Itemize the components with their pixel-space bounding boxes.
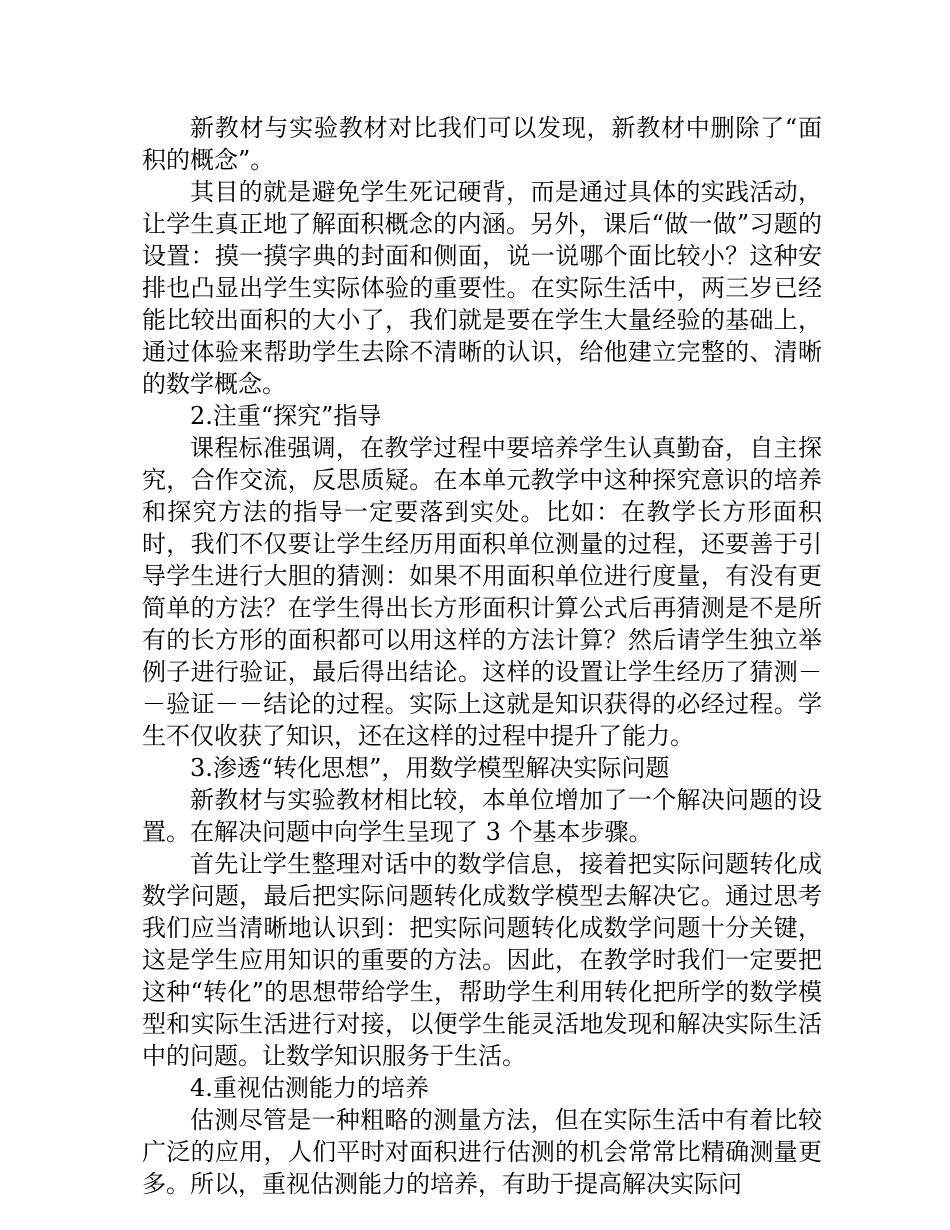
section-heading-4: 4.重视估测能力的培养 <box>190 1074 429 1102</box>
section-heading-2: 2.注重“探究”指导 <box>190 402 382 430</box>
section-heading-3: 3.渗透“转化思想”，用数学模型解决实际问题 <box>190 754 670 782</box>
paragraph-intro: 新教材与实验教材对比我们可以发现，新教材中删除了“面积的概念”。 <box>142 114 822 174</box>
paragraph-comparison: 新教材与实验教材相比较，本单位增加了一个解决问题的设置。在解决问题中向学生呈现了 3 个基本步骤。 <box>142 786 822 846</box>
paragraph-transformation: 首先让学生整理对话中的数学信息，接着把实际问题转化成数学问题，最后把实际问题转化成数学模型去解决它。通过思考我们应当清晰地认识到：把实际问题转化成数学问题十分关键，这是学生应用知识的重要的方法。因此，在教学时我们一定要把这种“转化”的思想带给学生，帮助学生利用转化把所学的数学模型和实际生活进行对接，以便学生能灵活地发现和解决实际生活中的问题。让数学知识服务于生活。 <box>142 850 822 1070</box>
paragraph-purpose: 其目的就是避免学生死记硬背，而是通过具体的实践活动，让学生真正地了解面积概念的内涵。另外，课后“做一做”习题的设置：摸一摸字典的封面和侧面，说一说哪个面比较小？这种安排也凸显出学生实际体验的重要性。在实际生活中，两三岁已经能比较出面积的大小了，我们就是要在学生大量经验的基础上，通过体验来帮助学生去除不清晰的认识，给他建立完整的、清晰的数学概念。 <box>142 178 822 398</box>
document-page <box>142 112 822 1200</box>
paragraph-inquiry: 课程标准强调，在教学过程中要培养学生认真勤奋，自主探究，合作交流，反思质疑。在本单元教学中这种探究意识的培养和探究方法的指导一定要落到实处。比如：在教学长方形面积时，我们不仅要让学生经历用面积单位测量的过程，还要善于引导学生进行大胆的猜测：如果不用面积单位进行度量，有没有更简单的方法？在学生得出长方形面积计算公式后再猜测是不是所有的长方形的面积都可以用这样的方法计算？然后请学生独立举例子进行验证，最后得出结论。这样的设置让学生经历了猜测－－验证－－结论的过程。实际上这就是知识获得的必经过程。学生不仅收获了知识，还在这样的过程中提升了能力。 <box>142 434 822 750</box>
paragraph-estimation: 估测尽管是一种粗略的测量方法，但在实际生活中有着比较广泛的应用，人们平时对面积进行估测的机会常常比精确测量更多。所以，重视估测能力的培养，有助于提高解决实际问 <box>142 1106 822 1198</box>
